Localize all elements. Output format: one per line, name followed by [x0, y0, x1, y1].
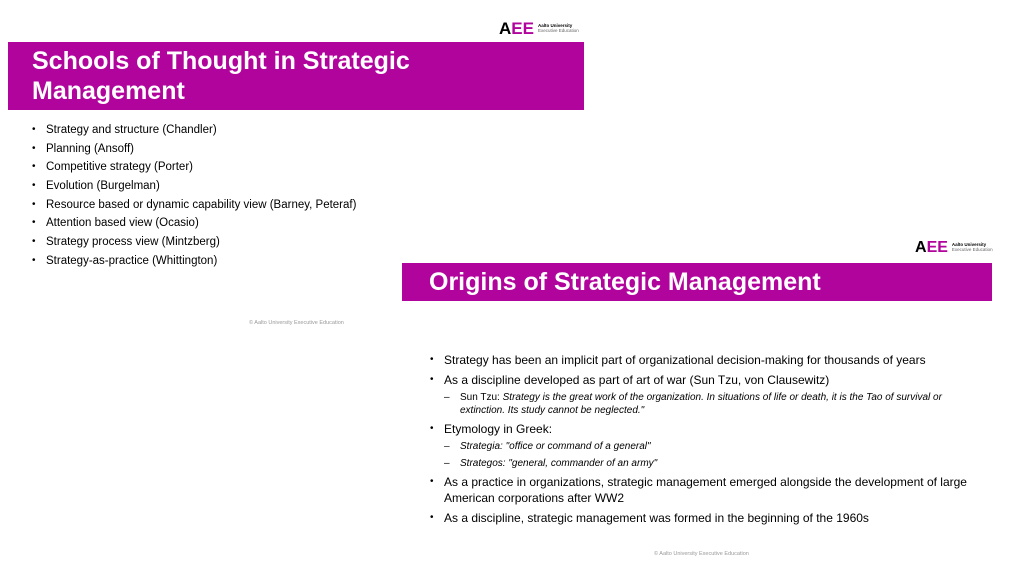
sub-item-term: Strategia: [460, 441, 506, 452]
list-item-text: Etymology in Greek: [444, 422, 553, 436]
sub-item-definition: "office or command of a general" [505, 441, 651, 452]
slide2-footer: © Aalto University Executive Education [654, 551, 749, 557]
list-item [428, 421, 988, 470]
list-item: • Strategy-as-practice (Whittington) [30, 252, 356, 271]
sub-list-item [444, 440, 988, 453]
list-item-text: As a discipline developed as part of art of war (Sun Tzu, von Clausewitz) [444, 373, 830, 387]
slide1-title [8, 42, 584, 110]
list-item: • Competitive strategy (Porter) [30, 158, 356, 177]
aee-logo [499, 20, 579, 37]
aee-logo-mark [499, 20, 534, 37]
aee-logo-mark [915, 240, 948, 256]
sub-item-definition: "general, commander of an army" [508, 458, 658, 469]
logo-line2: Executive Education [951, 247, 993, 252]
slide1-bullet-list [30, 121, 356, 271]
list-item [428, 352, 988, 368]
slide1-title-line2: Management [32, 77, 185, 105]
logo-mark-a: A [915, 239, 927, 256]
logo-mark-a: A [499, 19, 512, 38]
list-item [428, 510, 988, 526]
list-item [428, 474, 988, 506]
logo-text [952, 243, 993, 252]
slide2-title: Origins of Strategic Management [402, 263, 992, 301]
sub-list-item [444, 391, 988, 417]
logo-line2: Executive Education [537, 27, 579, 33]
list-item [428, 372, 988, 417]
list-item-text: As a practice in organizations, strategic management emerged alongside the development of large American corporations after WW2 [444, 475, 967, 505]
slide1-footer: © Aalto University Executive Education [249, 320, 344, 326]
aee-logo [915, 240, 993, 256]
logo-mark-ee: EE [511, 19, 534, 38]
sub-list [444, 440, 988, 470]
sun-tzu-quote: Strategy is the great work of the organization. In situations of life or death, it is the Tao of survival or extinction. Its study cannot be neglected." [460, 392, 942, 416]
slide1-title-line1: Schools of Thought in Strategic [32, 47, 410, 75]
list-item: • Strategy process view (Mintzberg) [30, 233, 356, 252]
sub-item-prefix: Sun Tzu: [460, 392, 503, 403]
list-item: • Attention based view (Ocasio) [30, 214, 356, 233]
list-item: • Evolution (Burgelman) [30, 177, 356, 196]
logo-line1: Aalto University [537, 22, 573, 28]
list-item: • Planning (Ansoff) [30, 140, 356, 159]
sub-list-item [444, 457, 988, 470]
logo-line1: Aalto University [951, 242, 987, 248]
sub-item-term: Strategos: [460, 458, 509, 469]
list-item-text: Strategy has been an implicit part of organizational decision-making for thousands of years [444, 353, 926, 367]
list-item-text: As a discipline, strategic management was formed in the beginning of the 1960s [444, 511, 869, 525]
logo-mark-ee: EE [926, 239, 948, 256]
logo-text [538, 24, 579, 33]
slide2-bullet-list [428, 352, 988, 530]
list-item: • Resource based or dynamic capability view (Barney, Peteraf) [30, 196, 356, 215]
list-item: • Strategy and structure (Chandler) [30, 121, 356, 140]
sub-list [444, 391, 988, 417]
